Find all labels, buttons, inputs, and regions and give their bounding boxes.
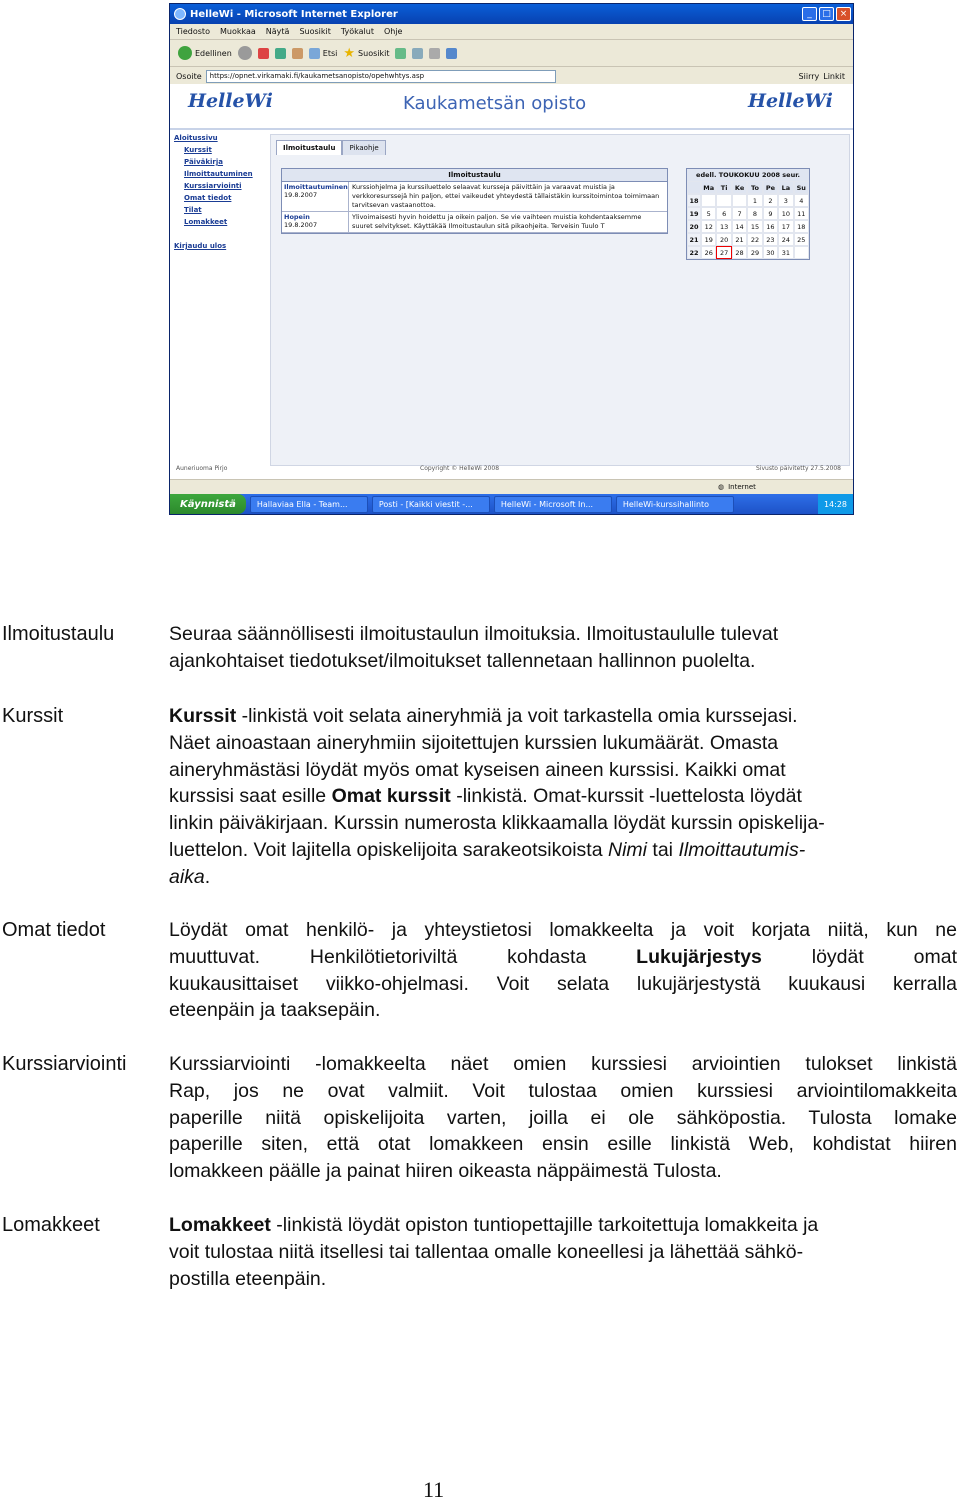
- nav-link-lomakkeet[interactable]: Lomakkeet: [184, 218, 228, 226]
- tab-pikaohje[interactable]: Pikaohje: [342, 140, 385, 155]
- emphasized-text: Omat kurssit: [331, 785, 451, 808]
- emphasized-text: Lomakkeet: [169, 1214, 271, 1236]
- logo-right: HelleWi: [748, 90, 833, 112]
- print-icon[interactable]: [429, 48, 440, 59]
- status-bar: [170, 479, 853, 494]
- para-lomakkeet: [169, 1212, 957, 1292]
- text-run: .: [204, 865, 211, 888]
- calendar-day[interactable]: 25: [794, 233, 809, 246]
- notice-board: [281, 168, 668, 234]
- favorites-button[interactable]: [343, 47, 389, 60]
- text-run: ajankohtaiset tiedotukset/ilmoitukset tallennetaan hallinnon puolelta.: [169, 649, 756, 672]
- board-title: Ilmoitustaulu: [282, 169, 667, 182]
- label-kurssiarviointi: Kurssiarviointi: [2, 1053, 127, 1075]
- calendar-day[interactable]: 15: [747, 220, 762, 233]
- calendar-day[interactable]: 26: [701, 246, 716, 259]
- calendar-day[interactable]: 24: [778, 233, 793, 246]
- text-line: [169, 837, 957, 864]
- nav-link-tilat[interactable]: Tilat: [184, 206, 202, 214]
- search-button[interactable]: [309, 48, 338, 59]
- text-line: [169, 648, 957, 675]
- text-run: tai: [647, 838, 679, 861]
- content-panel: [270, 134, 850, 466]
- label-ilmoitustaulu: Ilmoitustaulu: [2, 623, 115, 645]
- text-run: Näet ainoastaan aineryhmiin sijoitettujen kurssien lukumäärät. Omasta: [169, 731, 779, 754]
- para-kurssit: [169, 703, 957, 891]
- calendar-day: [732, 194, 747, 207]
- calendar-day: [794, 246, 809, 259]
- calendar-day[interactable]: 11: [794, 207, 809, 220]
- nav-link-kurssit[interactable]: Kurssit: [184, 146, 212, 154]
- calendar-day[interactable]: 23: [763, 233, 778, 246]
- address-label: Osoite: [176, 71, 202, 81]
- weekday-header: La: [778, 181, 793, 194]
- back-label: Edellinen: [195, 48, 232, 58]
- calendar-day[interactable]: 5: [701, 207, 716, 220]
- calendar-day[interactable]: 18: [794, 220, 809, 233]
- calendar-day[interactable]: 17: [778, 220, 793, 233]
- globe-icon: ◍: [718, 483, 725, 491]
- text-line: [169, 757, 957, 784]
- calendar-day[interactable]: 16: [763, 220, 778, 233]
- window-titlebar: [170, 4, 853, 24]
- text-line: [169, 1239, 957, 1266]
- text-run: muuttuvat. Henkilötietoriviltä kohdasta: [169, 945, 637, 968]
- footer-user: Auneriuoma Pirjo: [176, 465, 228, 472]
- text-run: postilla eteenpäin.: [169, 1267, 327, 1290]
- notice-row: [282, 212, 667, 233]
- calendar-day[interactable]: 22: [747, 233, 762, 246]
- calendar-day[interactable]: 29: [747, 246, 762, 259]
- text-run: kurssisi saat esille: [169, 785, 332, 808]
- text-line: [169, 1131, 957, 1158]
- week-number[interactable]: 21: [687, 233, 701, 246]
- calendar-day[interactable]: 1: [747, 194, 762, 207]
- calendar-nav[interactable]: edell. TOUKOKUU 2008 seur.: [687, 169, 809, 181]
- home-icon[interactable]: [292, 48, 303, 59]
- notice-row: [282, 182, 667, 212]
- menu-item[interactable]: Näytä: [265, 27, 290, 36]
- search-label: Etsi: [322, 48, 338, 58]
- stop-icon[interactable]: [258, 48, 269, 59]
- text-run: Rap, jos ne ovat valmiit. Voit tulostaa omien kurssiesi arviointilomakkeita: [169, 1079, 957, 1102]
- week-number[interactable]: 20: [687, 220, 701, 233]
- web-page: [170, 84, 853, 479]
- week-number[interactable]: 22: [687, 246, 701, 259]
- weekday-header: To: [747, 181, 762, 194]
- text-run: paperille niitä opiskelijoita varten, joilla ei ole sähköpostia. Tulosta lomake: [169, 1106, 957, 1129]
- weekday-header: Pe: [763, 181, 778, 194]
- text-line: [169, 703, 957, 730]
- text-run: linkin päiväkirjaan. Kurssin numerosta klikkaamalla löydät kurssin opiskelija-: [169, 812, 825, 835]
- text-run: Löydät omat henkilö- ja yhteystietosi lomakkeelta ja voit korjata niitä, kun ne: [169, 919, 957, 941]
- system-tray: [818, 494, 853, 514]
- star-icon: ★: [343, 45, 356, 61]
- notice-meta: [282, 182, 349, 211]
- emphasized-text: aika: [169, 865, 205, 888]
- text-run: kuukausittaiset viikko-ohjelmasi. Voit selata lukujärjestystä kuukausi kerralla: [169, 972, 957, 995]
- mail-icon[interactable]: [412, 48, 423, 59]
- minimize-icon[interactable]: _: [802, 7, 817, 21]
- refresh-icon[interactable]: [275, 48, 286, 59]
- text-run: eteenpäin ja taaksepäin.: [169, 999, 381, 1022]
- browser-screenshot: [169, 3, 854, 515]
- ie-icon: [174, 8, 186, 20]
- calendar-day[interactable]: 14: [732, 220, 747, 233]
- text-run: löydät omat: [761, 945, 957, 968]
- text-run: -linkistä löydät opiston tuntiopettajille tarkoitettuja lomakkeita ja: [270, 1214, 819, 1236]
- calendar-day[interactable]: 10: [778, 207, 793, 220]
- emphasized-text: Kurssit: [169, 705, 237, 727]
- edit-icon[interactable]: [446, 48, 457, 59]
- school-name: Kaukametsän opisto: [403, 93, 587, 114]
- text-line: [169, 864, 957, 891]
- emphasized-text: Lukujärjestys: [636, 945, 762, 968]
- forward-arrow-icon[interactable]: [238, 46, 252, 60]
- calendar-day[interactable]: 2: [763, 194, 778, 207]
- calendar-grid: [687, 181, 809, 259]
- calendar-day[interactable]: 20: [716, 233, 731, 246]
- menu-bar: [170, 24, 853, 40]
- footer-updated: Sivusto päivitetty 27.5.2008: [756, 465, 841, 472]
- taskbar-item[interactable]: Posti - [Kaikki viestit -...: [372, 496, 490, 513]
- site-banner: [170, 84, 853, 130]
- calendar-day: [701, 194, 716, 207]
- text-line: [169, 1266, 957, 1293]
- taskbar: [170, 494, 853, 514]
- start-button[interactable]: Käynnistä: [170, 494, 246, 514]
- label-omat-tiedot: Omat tiedot: [2, 919, 106, 941]
- maximize-icon[interactable]: □: [819, 7, 834, 21]
- calendar-today[interactable]: 27: [716, 246, 731, 259]
- menu-item[interactable]: Ohje: [383, 27, 403, 36]
- tab-ilmoitustaulu[interactable]: Ilmoitustaulu: [276, 140, 342, 155]
- status-zone: Internet: [728, 483, 756, 491]
- text-run: aineryhmästäsi löydät myös omat kyseisen aineen kurssisi. Kaikki omat: [169, 758, 786, 781]
- notice-title[interactable]: Ilmoittautuminen: [284, 183, 348, 191]
- text-line: [169, 730, 957, 757]
- calendar-day[interactable]: 21: [732, 233, 747, 246]
- week-number[interactable]: 19: [687, 207, 701, 220]
- taskbar-item[interactable]: HelleWi-kurssihallinto: [616, 496, 734, 513]
- menu-item[interactable]: Muokkaa: [219, 27, 256, 36]
- taskbar-item[interactable]: Hallaviaa Ella - Team...: [250, 496, 368, 513]
- para-kurssiarviointi: [169, 1051, 957, 1185]
- site-nav: [174, 132, 264, 252]
- text-run: lomakkeen päälle ja painat hiiren oikeasta näppäimestä Tulosta.: [169, 1160, 722, 1183]
- taskbar-item[interactable]: HelleWi - Microsoft In...: [494, 496, 612, 513]
- back-button[interactable]: [178, 46, 232, 60]
- weekday-header: Su: [794, 181, 809, 194]
- notice-date: 19.8.2007: [284, 221, 318, 229]
- week-number[interactable]: 18: [687, 194, 701, 207]
- nav-home-link[interactable]: Aloitussivu: [174, 134, 218, 142]
- text-line: [169, 1051, 957, 1078]
- favorites-label: Suosikit: [358, 48, 390, 58]
- calendar-day[interactable]: 28: [732, 246, 747, 259]
- calendar-day: [716, 194, 731, 207]
- tab-bar: [276, 140, 386, 155]
- weekday-header: Ti: [716, 181, 731, 194]
- calendar-day[interactable]: 12: [701, 220, 716, 233]
- nav-link-omat-tiedot[interactable]: Omat tiedot: [184, 194, 232, 202]
- history-icon[interactable]: [395, 48, 406, 59]
- text-line: [169, 621, 957, 648]
- text-run: -linkistä. Omat-kurssit -luettelosta löydät: [450, 785, 802, 808]
- text-run: -linkistä voit selata aineryhmiä ja voit tarkastella omia kurssejasi.: [236, 705, 798, 727]
- text-line: [169, 1078, 957, 1105]
- search-icon: [309, 48, 320, 59]
- text-line: [169, 917, 957, 944]
- label-kurssit: Kurssit: [2, 705, 64, 727]
- back-arrow-icon: [178, 46, 192, 60]
- calendar-day[interactable]: 31: [778, 246, 793, 259]
- text-run: Seuraa säännöllisesti ilmoitustaulun ilmoituksia. Ilmoitustaululle tulevat: [169, 623, 779, 645]
- text-line: [169, 810, 957, 837]
- calendar: [686, 168, 810, 260]
- text-line: [169, 944, 957, 971]
- close-icon[interactable]: ×: [836, 7, 851, 21]
- emphasized-text: Nimi: [608, 838, 647, 861]
- notice-text: Kurssiohjelma ja kurssiluettelo selaavat kursseja päivittäin ja varaavat muistia ja verkkoresurssejä hin paljon, ettei vaikeudet yhteydestä tällaistäkin kurssitoimintoa toimimaan tarvitsevan vastaanottoa.: [352, 183, 660, 209]
- weekday-header: Ke: [732, 181, 747, 194]
- calendar-day[interactable]: 6: [716, 207, 731, 220]
- logo-left: HelleWi: [188, 90, 273, 112]
- calendar-day[interactable]: 30: [763, 246, 778, 259]
- nav-link-kurssiarviointi[interactable]: Kurssiarviointi: [184, 182, 242, 190]
- menu-item[interactable]: Työkalut: [340, 27, 374, 36]
- footer-copyright: Copyright © HelleWi 2008: [420, 465, 500, 472]
- text-line: [169, 1105, 957, 1132]
- menu-item[interactable]: Tiedosto: [176, 27, 210, 36]
- notice-title[interactable]: Hopein: [284, 213, 310, 221]
- label-lomakkeet: Lomakkeet: [2, 1214, 100, 1236]
- calendar-day[interactable]: 8: [747, 207, 762, 220]
- emphasized-text: Ilmoittautumis-: [678, 838, 806, 861]
- calendar-corner: [687, 181, 701, 194]
- window-title: HelleWi - Microsoft Internet Explorer: [190, 8, 398, 20]
- browser-toolbar: [170, 40, 853, 67]
- links-label[interactable]: Linkit: [823, 71, 845, 81]
- address-input[interactable]: https://opnet.virkamaki.fi/kaukametsanopisto/opehwhtys.asp: [206, 70, 556, 83]
- weekday-header: Ma: [701, 181, 716, 194]
- text-run: luettelon. Voit lajitella opiskelijoita sarakeotsikoista: [169, 838, 608, 861]
- menu-item[interactable]: Suosikit: [299, 27, 331, 36]
- page-number: 11: [423, 1477, 445, 1502]
- clock: 14:28: [823, 499, 847, 509]
- text-run: paperille siten, että otat lomakkeen ensin esille linkistä Web, kohdistat hiiren: [169, 1133, 957, 1156]
- calendar-day[interactable]: 9: [763, 207, 778, 220]
- text-line: [169, 783, 957, 810]
- logout-link[interactable]: Kirjaudu ulos: [174, 242, 227, 250]
- para-omat-tiedot: [169, 917, 957, 1024]
- go-button[interactable]: Siirry: [798, 71, 820, 81]
- calendar-day[interactable]: 13: [716, 220, 731, 233]
- notice-date: 19.8.2007: [284, 191, 318, 199]
- notice-meta: [282, 212, 349, 232]
- calendar-day[interactable]: 7: [732, 207, 747, 220]
- text-line: [169, 1158, 957, 1185]
- text-line: [169, 1212, 957, 1239]
- nav-link-paivakirja[interactable]: Päiväkirja: [184, 158, 223, 166]
- text-line: [169, 971, 957, 998]
- text-run: voit tulostaa niitä itsellesi tai tallentaa omalle koneellesi ja lähettää sähkö-: [169, 1240, 804, 1263]
- text-line: [169, 997, 957, 1024]
- calendar-day[interactable]: 19: [701, 233, 716, 246]
- calendar-day[interactable]: 4: [794, 194, 809, 207]
- text-run: Kurssiarviointi -lomakkeelta näet omien kurssiesi arviointien tulokset linkistä: [169, 1053, 957, 1075]
- para-ilmoitustaulu: [169, 621, 957, 675]
- nav-link-ilmoittautuminen[interactable]: Ilmoittautuminen: [184, 170, 253, 178]
- calendar-day[interactable]: 3: [778, 194, 793, 207]
- notice-text: Ylivoimaisesti hyvin hoidettu ja oikein paljon. Se vie vaihteen muistia kohdentaaksemme suuret selvitykset. Käyttäkää Ilmoitustaulun sitä pikaohjeita. Terveisin Tuulo T: [352, 213, 642, 230]
